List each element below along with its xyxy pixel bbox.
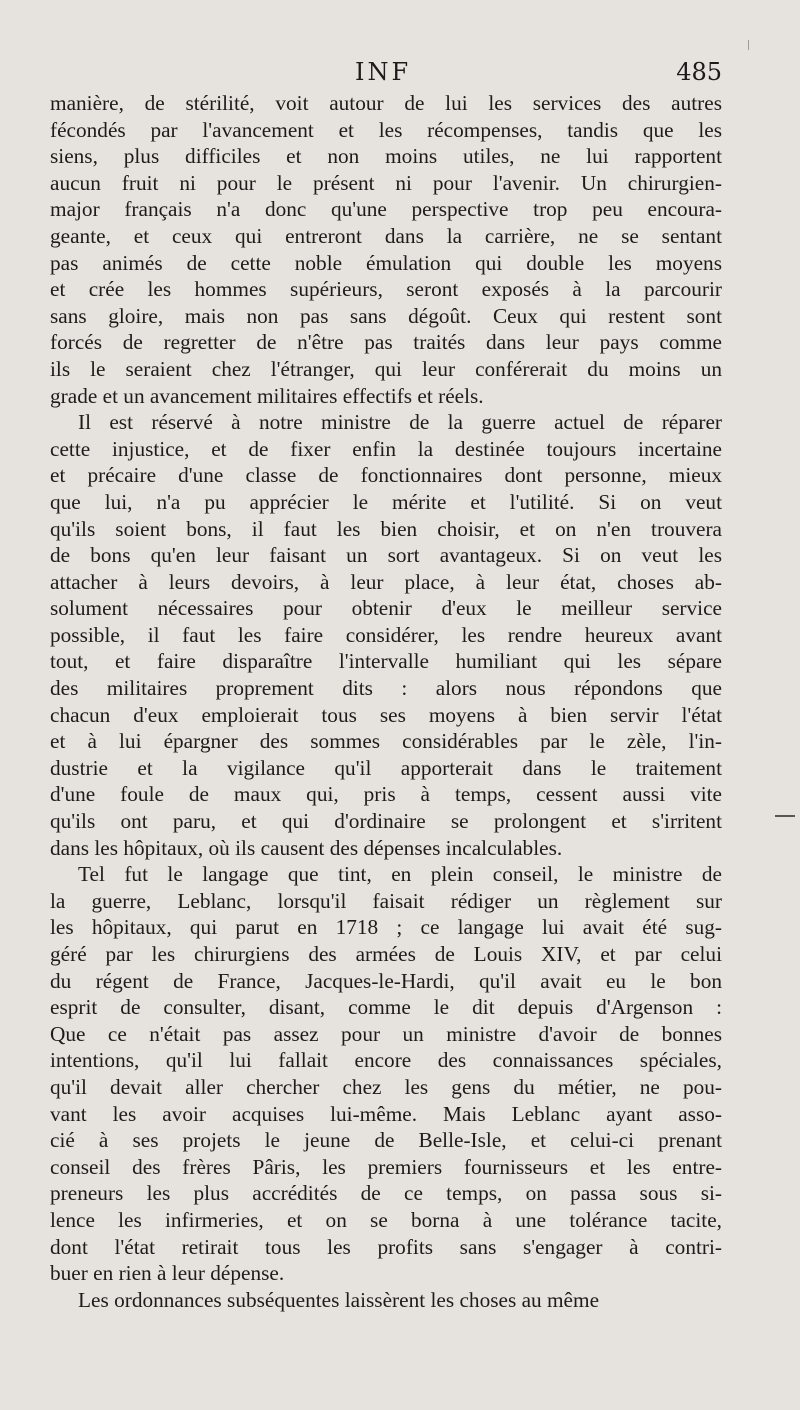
text-line: des militaires proprement dits : alors nous répondons que [50, 676, 722, 701]
text-line: Il est réservé à notre ministre de la guerre actuel de réparer [78, 410, 722, 435]
margin-tick [748, 40, 749, 50]
text-line: qu'il devait aller chercher chez les gens du métier, ne pou- [50, 1074, 722, 1099]
text-line: sans gloire, mais non pas sans dégoût. Ceux qui restent sont [50, 303, 722, 328]
text-line: et à lui épargner des sommes considérables par le zèle, l'in- [50, 729, 722, 754]
text-line: la guerre, Leblanc, lorsqu'il faisait rédiger un règlement sur [50, 888, 722, 913]
text-line: chacun d'eux emploierait tous ses moyens à bien servir l'état [50, 702, 722, 727]
text-line: attacher à leurs devoirs, à leur place, à leur état, choses ab- [50, 569, 722, 594]
text-line: Les ordonnances subséquentes laissèrent les choses au même [78, 1287, 600, 1312]
text-line: buer en rien à leur dépense. [50, 1261, 285, 1286]
text-line: forcés de regretter de n'être pas traités dans leur pays comme [50, 330, 722, 355]
text-line: et crée les hommes supérieurs, seront exposés à la parcourir [50, 277, 722, 302]
running-title: INF [355, 58, 412, 86]
text-line: qu'ils soient bons, il faut les bien choisir, et on n'en trouvera [50, 516, 722, 541]
text-line: tout, et faire disparaître l'intervalle humiliant qui les sépare [50, 649, 722, 674]
text-line: les hôpitaux, qui parut en 1718 ; ce langage lui avait été sug- [50, 915, 722, 940]
text-line: intentions, qu'il lui fallait encore des connaissances spéciales, [50, 1048, 722, 1073]
text-line: de bons qu'en leur faisant un sort avantageux. Si on veut les [50, 543, 722, 568]
text-line: aucun fruit ni pour le présent ni pour l'avenir. Un chirurgien- [50, 170, 722, 195]
text-line: d'une foule de maux qui, pris à temps, cessent aussi vite [50, 782, 722, 807]
text-line: ils le seraient chez l'étranger, qui leur conférerait du moins un [50, 356, 722, 381]
paragraph [50, 1287, 722, 1314]
text-line: cié à ses projets le jeune de Belle-Isle, et celui-ci prenant [50, 1128, 722, 1153]
text-line: possible, il faut les faire considérer, les rendre heureux avant [50, 622, 722, 647]
text-line: conseil des frères Pâris, les premiers fournisseurs et les entre- [50, 1154, 722, 1179]
page-number: 485 [676, 58, 722, 86]
paragraph [50, 409, 722, 861]
body-text [50, 90, 722, 1313]
text-line: et précaire d'une classe de fonctionnaires dont personne, mieux [50, 463, 722, 488]
text-line: dont l'état retirait tous les profits sans s'engager à contri- [50, 1234, 722, 1259]
paragraph [50, 861, 722, 1287]
margin-mark [775, 815, 795, 817]
text-line: Que ce n'était pas assez pour un ministre d'avoir de bonnes [50, 1021, 722, 1046]
text-line: solument nécessaires pour obtenir d'eux le meilleur service [50, 596, 722, 621]
text-line: lence les infirmeries, et on se borna à une tolérance tacite, [50, 1207, 722, 1232]
text-line: géré par les chirurgiens des armées de Louis XIV, et par celui [50, 942, 722, 966]
text-line: Tel fut le langage que tint, en plein conseil, le ministre de [78, 862, 722, 887]
text-line: manière, de stérilité, voit autour de lui les services des autres [50, 91, 722, 115]
text-line: qu'ils ont paru, et qui d'ordinaire se prolongent et s'irritent [50, 809, 722, 834]
text-line: pas animés de cette noble émulation qui double les moyens [50, 250, 722, 275]
text-line: dans les hôpitaux, où ils causent des dépenses incalculables. [50, 835, 563, 860]
text-line: dustrie et la vigilance qu'il apporterait dans le traitement [50, 755, 722, 780]
text-line: vant les avoir acquises lui-même. Mais Leblanc ayant asso- [50, 1101, 722, 1126]
text-line: grade et un avancement militaires effectifs et réels. [50, 383, 484, 408]
text-line: geante, et ceux qui entreront dans la carrière, ne se sentant [50, 223, 722, 248]
text-line: que lui, n'a pu apprécier le mérite et l'utilité. Si on veut [50, 489, 722, 514]
text-line: fécondés par l'avancement et les récompenses, tandis que les [50, 117, 722, 142]
text-line: preneurs les plus accrédités de ce temps, on passa sous si- [50, 1181, 722, 1206]
text-line: major français n'a donc qu'une perspective trop peu encoura- [50, 197, 722, 222]
text-line: esprit de consulter, disant, comme le dit depuis d'Argenson : [50, 995, 722, 1020]
text-line: cette injustice, et de fixer enfin la destinée toujours incertaine [50, 436, 722, 461]
text-line: du régent de France, Jacques-le-Hardi, qu'il avait eu le bon [50, 968, 722, 993]
paragraph [50, 90, 722, 409]
text-line: siens, plus difficiles et non moins utiles, ne lui rapportent [50, 144, 722, 169]
